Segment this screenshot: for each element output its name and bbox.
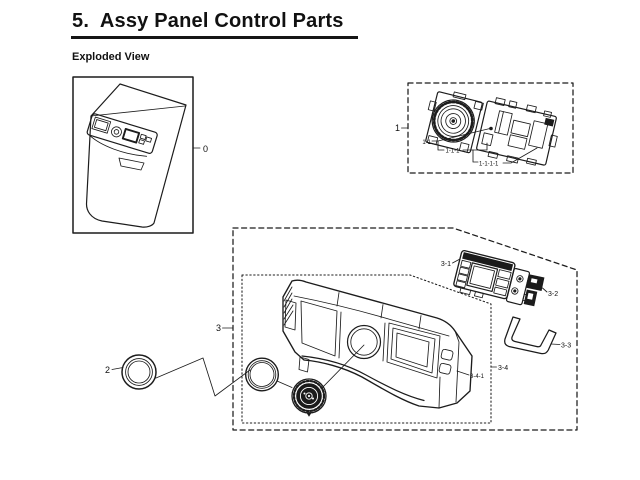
display-module-group [441, 250, 535, 308]
washer-knob-icon [110, 126, 122, 138]
washer-display-icon [123, 129, 139, 143]
callout-3: 3 [215, 323, 221, 333]
main-pcb-drawing [475, 96, 562, 171]
leader-line-3-2 [543, 288, 548, 292]
button-part-group [523, 275, 558, 307]
washer-control-panel [85, 113, 158, 160]
machine-reference-box [73, 77, 208, 233]
knob-parts-group [105, 345, 364, 416]
leader-line-3-4-1 [457, 371, 469, 375]
panel-left-pocket [301, 301, 337, 356]
callout-3-1: 3-1 [440, 261, 451, 268]
assembly-box-1 [395, 83, 573, 173]
module-screen [470, 266, 495, 289]
part3-4-dotted-frame [242, 275, 491, 423]
callout-1: 1 [394, 123, 400, 133]
bracket-group [505, 317, 572, 354]
leader-line-knob-to-hole [321, 345, 364, 389]
selector-knob-drawing [292, 379, 326, 416]
panel-end-cap [439, 331, 459, 408]
page-title: 5. Assy Panel Control Parts [71, 10, 358, 39]
callout-0: 0 [203, 144, 209, 154]
knob-pointer-mark [307, 413, 311, 417]
bracket-drawing [505, 317, 556, 354]
callout-1-1-1: 1-1-1 [445, 148, 460, 155]
knob-ring-drawing [122, 355, 156, 389]
leader-line-gasket-knob [277, 381, 292, 388]
display-module-drawing [452, 250, 535, 308]
callout-3-3: 3-3 [561, 342, 572, 350]
callout-1-1-1-1: 1-1-1-1 [479, 161, 499, 168]
part0-frame [73, 77, 193, 233]
washer-front-view [85, 84, 186, 227]
callout-3-4-1: 3-4-1 [470, 374, 485, 380]
panel-knob-hole [348, 326, 381, 359]
section-label: Exploded View [72, 51, 150, 63]
button-part-drawing [523, 275, 544, 307]
callout-1-1: 1-1 [422, 140, 431, 146]
leader-line-3-3 [551, 344, 560, 345]
callout-3-2: 3-2 [548, 291, 559, 298]
leader-line-2 [112, 368, 123, 370]
callout-2: 2 [104, 365, 110, 375]
callout-3-4: 3-4 [498, 365, 509, 372]
gasket-ring-drawing [246, 358, 279, 391]
module-top-strip [463, 253, 513, 271]
zigzag-leader-line [156, 358, 250, 396]
